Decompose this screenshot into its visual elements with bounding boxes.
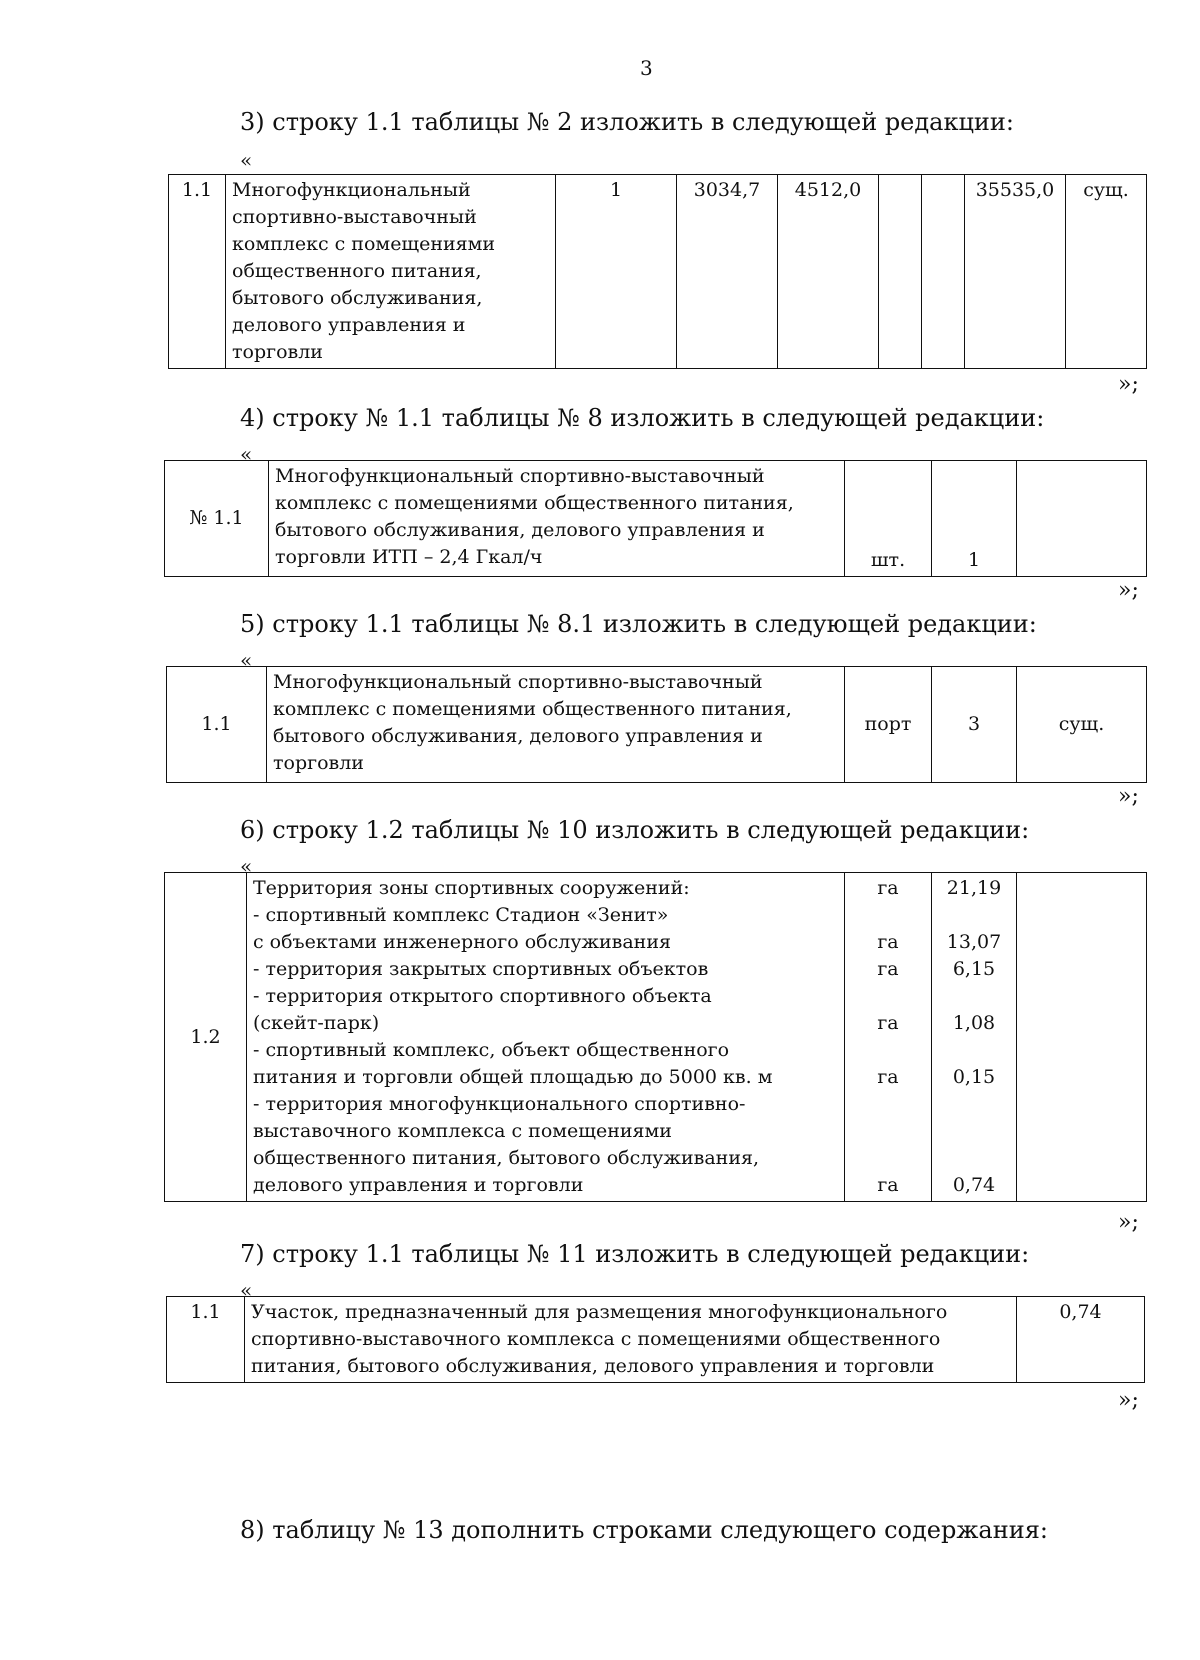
- row-number: 1.1: [169, 175, 226, 369]
- section-8-heading: 8) таблицу № 13 дополнить строками следующего содержания:: [240, 1516, 1048, 1544]
- value: 21,19: [946, 877, 1002, 899]
- value: [938, 983, 1010, 1010]
- cell-empty-1: [879, 175, 922, 369]
- value: [938, 1037, 1010, 1064]
- unit: [851, 902, 925, 929]
- unit: шт.: [845, 461, 932, 577]
- description-line: делового управления и торговли: [253, 1174, 584, 1196]
- section-4-open-quote: «: [240, 442, 253, 466]
- section-3-close-quote: »;: [1118, 372, 1139, 397]
- object-name: Многофункциональный спортивно-выставочный комплекс с помещениями общественного питания, бытового обслуживания, делового управления и торговли ИТП – 2,4 Гкал/ч: [269, 461, 845, 577]
- description-line: с объектами инженерного обслуживания: [253, 931, 671, 953]
- units-column: [845, 873, 932, 1202]
- unit: [851, 983, 925, 1010]
- section-5-open-quote: «: [240, 648, 253, 672]
- value: 1,08: [952, 1012, 996, 1034]
- description-line: Территория зоны спортивных сооружений:: [253, 877, 690, 899]
- section-3-heading: 3) строку 1.1 таблицы № 2 изложить в следующей редакции:: [240, 108, 1014, 136]
- unit: га: [877, 1012, 899, 1034]
- object-name: Многофункциональный спортивно-выставочный комплекс с помещениями общественного питания, бытового обслуживания, делового управления и торговли: [267, 667, 845, 783]
- description-line: питания и торговли общей площадью до 5000 кв. м: [253, 1066, 773, 1088]
- table-8-row: [164, 460, 1147, 577]
- section-7-close-quote: »;: [1118, 1388, 1139, 1413]
- cell-area-1: 3034,7: [677, 175, 778, 369]
- value: [938, 1091, 1010, 1118]
- unit: [851, 1118, 925, 1145]
- cell-count: 1: [556, 175, 677, 369]
- unit: га: [877, 1174, 899, 1196]
- value: 13,07: [946, 931, 1002, 953]
- page-number: 3: [640, 56, 653, 80]
- section-3-open-quote: «: [240, 148, 253, 172]
- status: сущ.: [1017, 667, 1147, 783]
- unit: [851, 1091, 925, 1118]
- unit: порт: [845, 667, 932, 783]
- description-line: - спортивный комплекс Стадион «Зенит»: [253, 904, 669, 926]
- row-number: 1.1: [167, 667, 267, 783]
- unit: га: [877, 1066, 899, 1088]
- description-line: выставочного комплекса с помещениями: [253, 1120, 672, 1142]
- section-4-heading: 4) строку № 1.1 таблицы № 8 изложить в следующей редакции:: [240, 404, 1045, 432]
- unit: [851, 1145, 925, 1172]
- plot-description: Участок, предназначенный для размещения многофункционального спортивно-выставочного комплекса с помещениями общественного питания, бытового обслуживания, делового управления и торговли: [245, 1297, 1017, 1383]
- table-2-row: [168, 174, 1147, 369]
- value: [938, 902, 1010, 929]
- unit: га: [877, 958, 899, 980]
- territory-description: [247, 873, 845, 1202]
- row-number: 1.2: [165, 873, 247, 1202]
- value: 0,74: [952, 1174, 996, 1196]
- section-6-close-quote: »;: [1118, 1210, 1139, 1235]
- section-7-open-quote: «: [240, 1278, 253, 1302]
- row-number: № 1.1: [165, 461, 269, 577]
- value: [938, 1145, 1010, 1172]
- table-11-row: [166, 1296, 1145, 1383]
- section-6-heading: 6) строку 1.2 таблицы № 10 изложить в следующей редакции:: [240, 816, 1030, 844]
- quantity: 3: [932, 667, 1017, 783]
- description-line: - территория многофункционального спортивно-: [253, 1093, 746, 1115]
- cell-empty: [1017, 873, 1147, 1202]
- table-8-1-row: [166, 666, 1147, 783]
- section-4-close-quote: »;: [1118, 578, 1139, 603]
- description-line: - спортивный комплекс, объект общественного: [253, 1039, 730, 1061]
- cell-empty: [1017, 461, 1147, 577]
- cell-status: сущ.: [1066, 175, 1147, 369]
- description-line: - территория закрытых спортивных объектов: [253, 958, 709, 980]
- description-line: общественного питания, бытового обслуживания,: [253, 1147, 760, 1169]
- value: [938, 1118, 1010, 1145]
- unit: [851, 1037, 925, 1064]
- description-line: (скейт-парк): [253, 1012, 380, 1034]
- cell-total-area: 35535,0: [965, 175, 1066, 369]
- values-column: [932, 873, 1017, 1202]
- section-5-heading: 5) строку 1.1 таблицы № 8.1 изложить в следующей редакции:: [240, 610, 1037, 638]
- plot-area: 0,74: [1017, 1297, 1145, 1383]
- description-line: - территория открытого спортивного объекта: [253, 985, 712, 1007]
- value: 0,15: [952, 1066, 996, 1088]
- unit: га: [877, 877, 899, 899]
- unit: га: [877, 931, 899, 953]
- cell-empty-2: [922, 175, 965, 369]
- section-5-close-quote: »;: [1118, 784, 1139, 809]
- cell-area-2: 4512,0: [778, 175, 879, 369]
- section-7-heading: 7) строку 1.1 таблицы № 11 изложить в следующей редакции:: [240, 1240, 1030, 1268]
- section-6-open-quote: «: [240, 854, 253, 878]
- object-name: Многофункциональный спортивно-выставочный комплекс с помещениями общественного питания, бытового обслуживания, делового управления и торговли: [226, 175, 556, 369]
- table-10-row: [164, 872, 1147, 1202]
- quantity: 1: [932, 461, 1017, 577]
- value: 6,15: [952, 958, 996, 980]
- row-number: 1.1: [167, 1297, 245, 1383]
